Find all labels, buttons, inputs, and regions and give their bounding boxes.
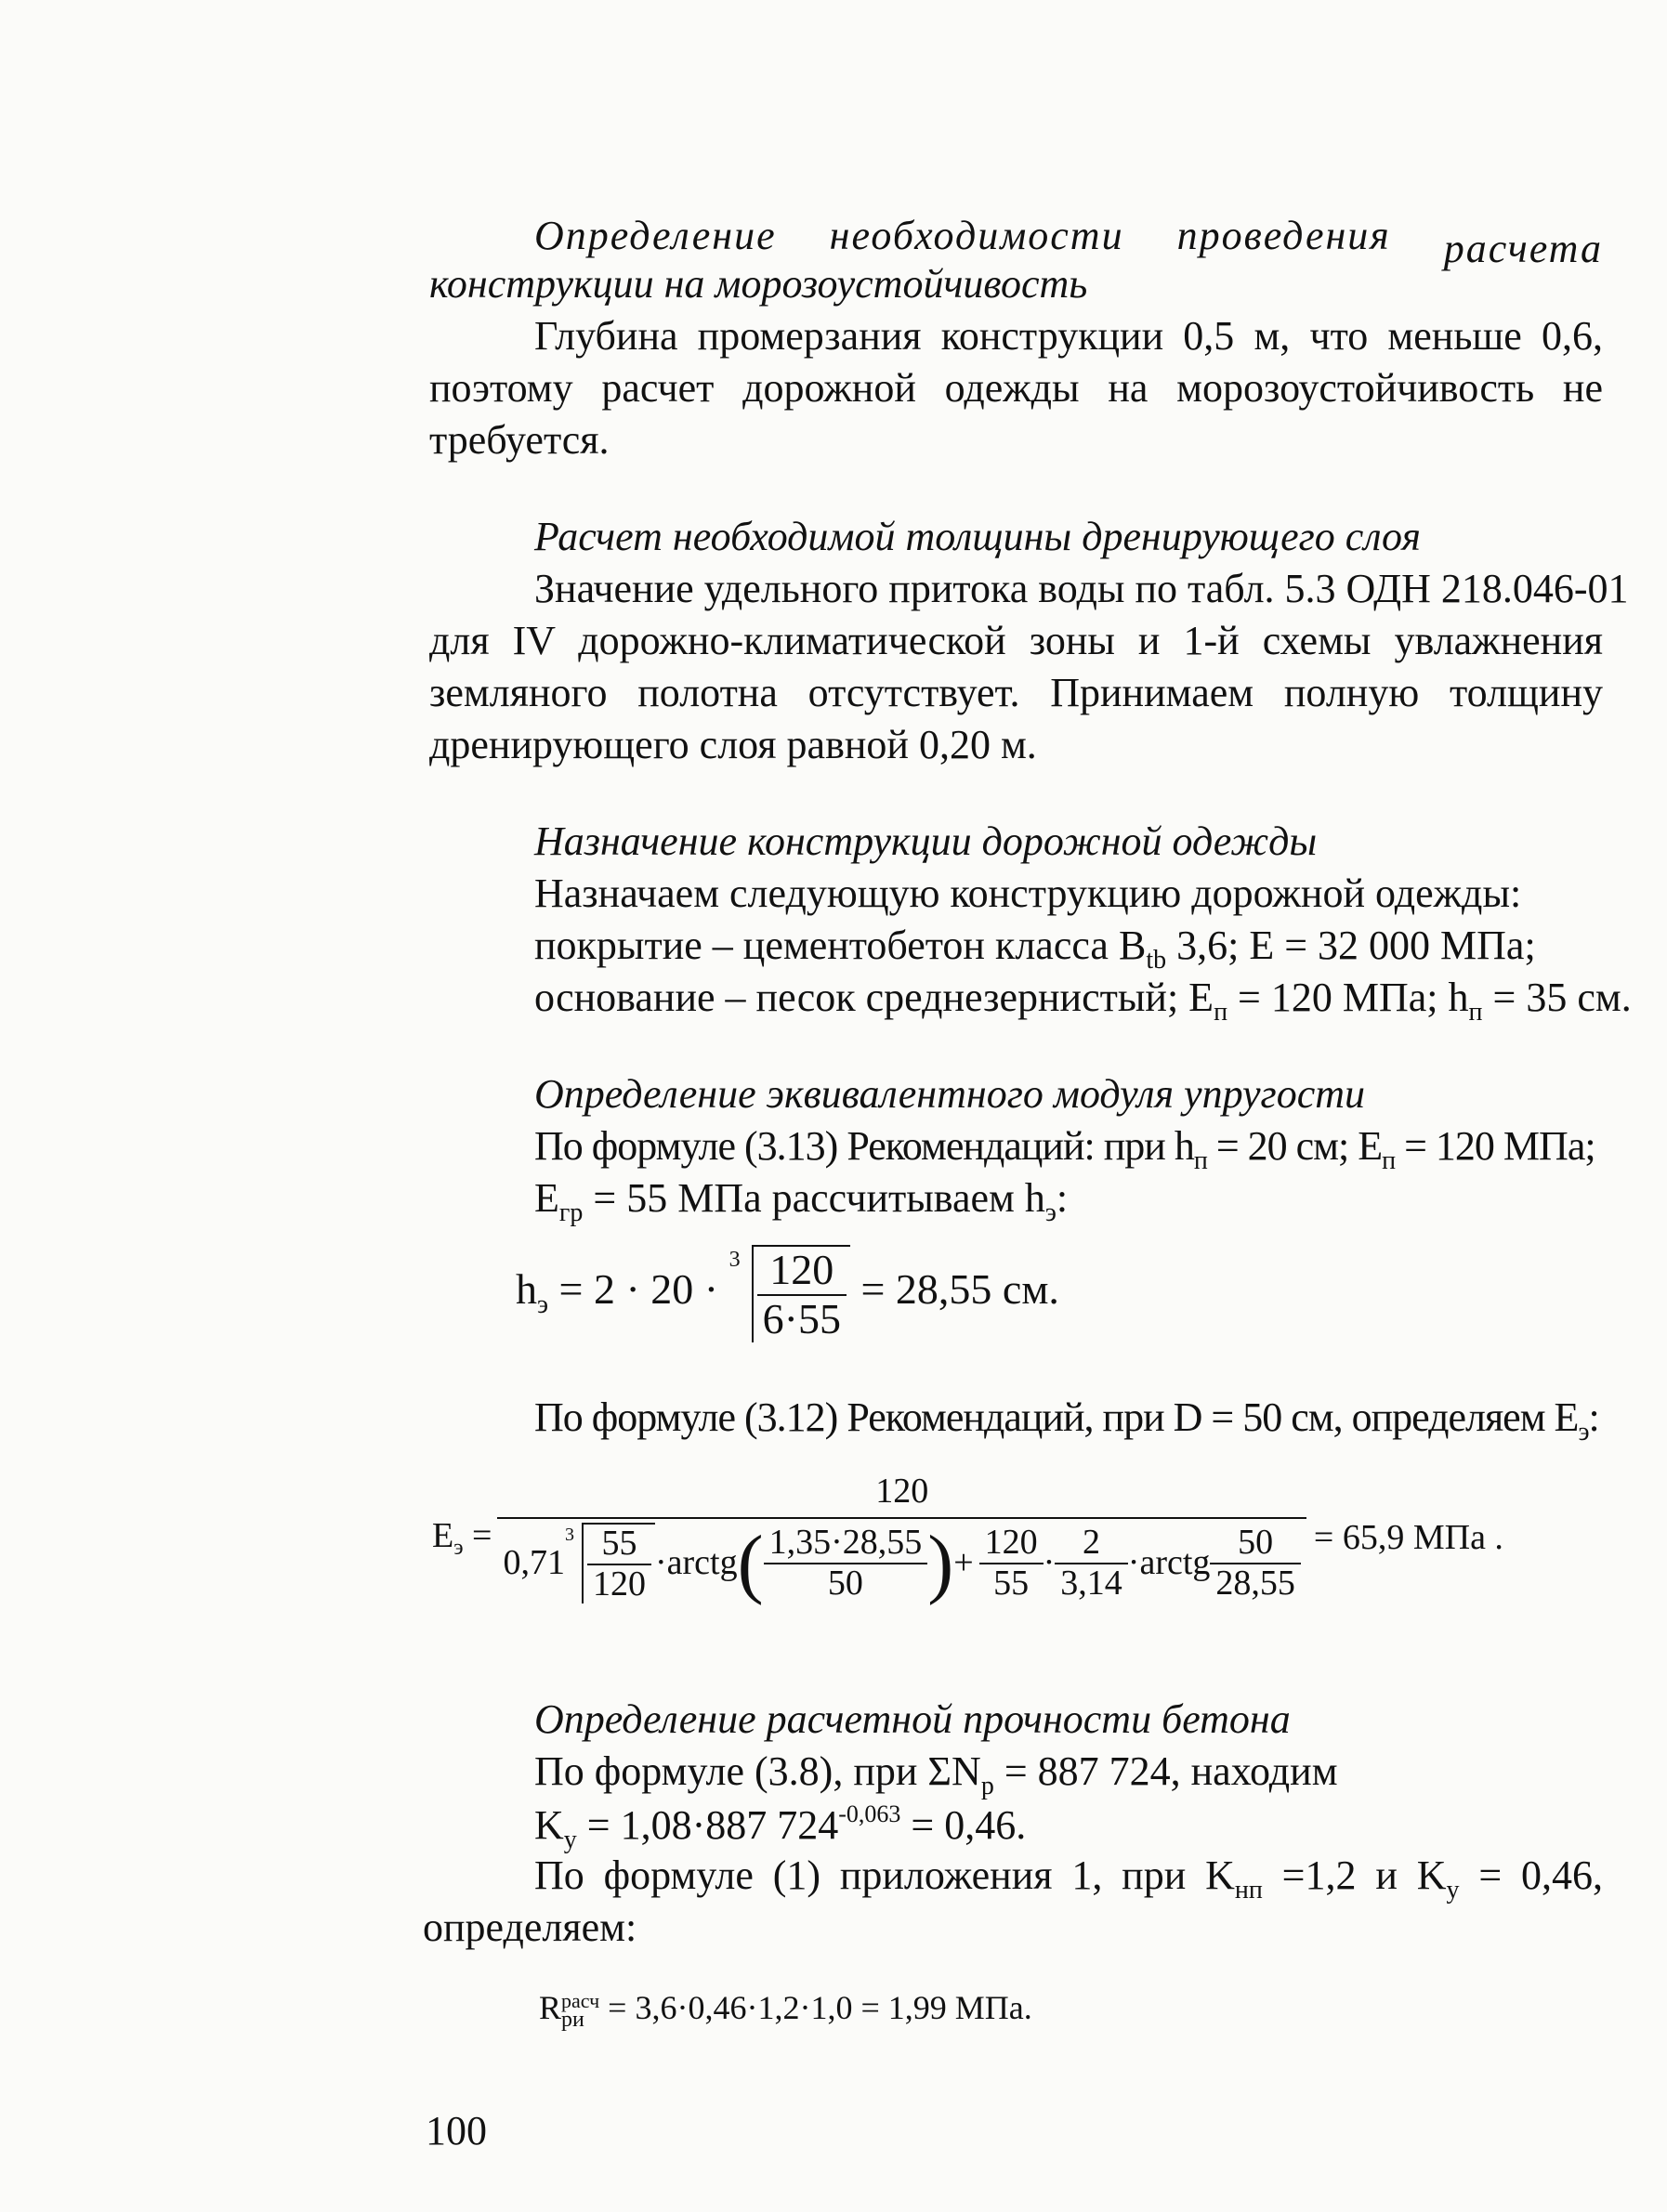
paragraph-strength-line4: определяем: <box>423 1904 637 1950</box>
paragraph-drainage-line2: для IV дорожно-климатической зоны и 1-й схемы увлажнения <box>429 618 1603 663</box>
section-heading-strength: Определение расчетной прочности бетона <box>534 1696 1291 1742</box>
paragraph-construction-line3: основание – песок среднезернистый; $E_п = 120$ МПа; $h_п = 35$ см. <box>534 975 1632 1027</box>
section-heading-construction: Назначение конструкции дорожной одежды <box>534 818 1318 864</box>
main-fraction: 120 0,71 3 $\frac{55}{120}$ ·arctg ( $\frac{1,35\cdot 28,55}{50}$ ) + $\frac{120}{55}$ · $\frac{2}{3,14}$ ·arctg $\frac{50}{28,55}$ <box>497 1472 1306 1603</box>
formula-equivalent-thickness: $h_э = 2 \cdot 20$ · 3 $\frac{120}{6\cdot 55}$ = 28,55 см. <box>516 1246 1059 1342</box>
paragraph-drainage-line4: дренирующего слоя равной 0,20 м. <box>429 722 1037 767</box>
section-heading-frost: Определение необходимости проведения расчета <box>534 213 1603 271</box>
section-heading-modulus: Определение эквивалентного модуля упругости <box>534 1071 1366 1117</box>
paragraph-modulus-line2: $E_{гр} = 55$ МПа рассчитываем $h_э$: <box>534 1175 1069 1227</box>
fraction: $\frac{120}{6\cdot 55}$ <box>757 1247 847 1342</box>
paragraph-modulus-line1: По формуле (3.13) Рекомендаций: при $h_п = 20$ см; $E_п = 120$ МПа; <box>534 1123 1595 1175</box>
paragraph-frost-line2: поэтому расчет дорожной одежды на морозоустойчивость не <box>429 365 1603 411</box>
cube-root: 3 $\frac{120}{6\cdot 55}$ <box>729 1245 850 1342</box>
section-heading-frost-line2: конструкции на морозоустойчивость <box>429 261 1088 307</box>
paragraph-frost-line3: требуется. <box>429 417 610 463</box>
paragraph-drainage-line1: Значение удельного притока воды по табл. 5.3 ОДН 218.046-01 <box>534 566 1629 611</box>
paragraph-frost-line1: Глубина промерзания конструкции 0,5 м, что меньше 0,6, <box>534 313 1603 359</box>
page-number: 100 <box>426 2108 487 2153</box>
paragraph-strength-line1: По формуле (3.8), при $\Sigma N_р = 887$ 724, находим <box>534 1748 1338 1800</box>
paragraph-construction-line2: покрытие – цементобетон класса $B_{tb}$ 3,6; E = 32 000 МПа; <box>534 923 1536 975</box>
paragraph-drainage-line3: земляного полотна отсутствует. Принимаем полную толщину <box>429 670 1603 715</box>
paragraph-construction-line1: Назначаем следующую конструкцию дорожной одежды: <box>534 870 1522 916</box>
paragraph-modulus-line3: По формуле (3.12) Рекомендаций, при D = 50 см, определяем $E_э$: <box>534 1394 1599 1446</box>
paragraph-strength-line3: По формуле (1) приложения 1, при $K_{нп} =1,2$ и $K_у = 0,46$, <box>534 1852 1603 1904</box>
formula-design-strength: R расч ри = 3,6·0,46·1,2·1,0 = 1,99 МПа. <box>539 1989 1032 2032</box>
formula-equivalent-modulus: $E_э$ = 120 0,71 3 $\frac{55}{120}$ ·arctg ( $\frac{1,35\cdot 28,55}{50}$ ) + $\frac{120}{55}$ · $\frac{2}{3,14}$ ·arctg $\frac{50}{28,55}$ = 65,9 МПа . <box>432 1472 1503 1606</box>
section-heading-drainage: Расчет необходимой толщины дренирующего слоя <box>534 514 1421 559</box>
paragraph-strength-line2: $K_у = 1,08\cdot 887$ $724^{-0,063} = 0,46$. <box>534 1800 1027 1854</box>
